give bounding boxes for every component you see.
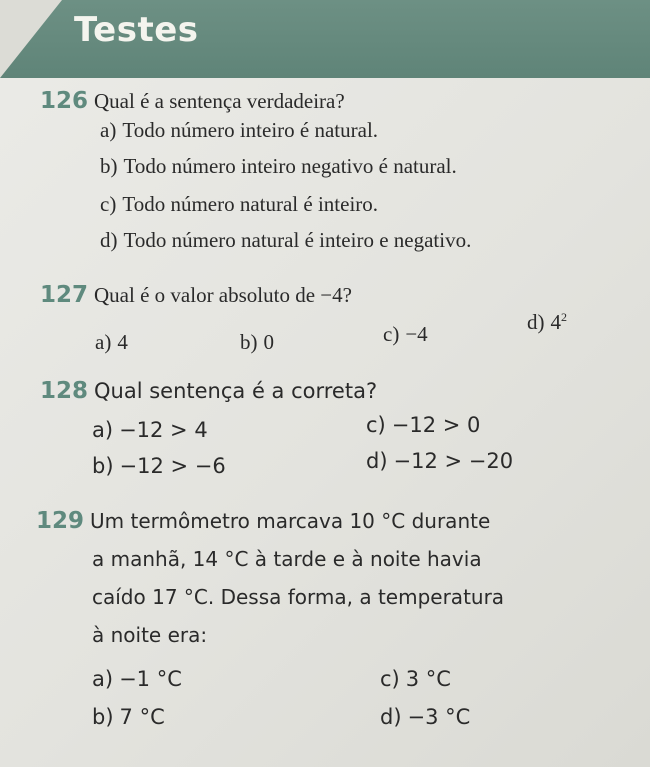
option-letter: c) [366,413,386,437]
option-letter: a) [95,330,112,354]
header-notch [0,0,62,78]
option-text: Todo número inteiro é natural. [122,118,379,142]
question-number: 126 [40,88,89,114]
option-b [100,154,457,179]
option-text: −4 [405,322,428,346]
option-a [100,118,378,143]
question-127-header [40,282,352,308]
question-number: 128 [40,378,89,404]
question-129-line-3: caído 17 °C. Dessa forma, a temperatura [92,585,505,609]
question-number: 129 [36,508,85,534]
option-c [366,413,480,437]
option-c [383,322,428,347]
option-letter: b) [92,705,114,729]
question-prompt: Qual sentença é a correta? [94,379,378,403]
option-letter: b) [100,154,118,178]
option-letter: d) [366,449,388,473]
option-a [92,418,208,442]
question-129-line-4: à noite era: [92,623,208,647]
option-d [527,310,567,335]
option-letter: b) [240,330,258,354]
option-letter: c) [380,667,400,691]
option-text: −12 > −6 [119,454,226,478]
option-d [100,228,471,253]
option-letter: a) [92,418,114,442]
option-text: 4 [550,310,561,334]
question-129-line-1 [36,508,490,534]
option-b [92,705,165,729]
option-letter: b) [92,454,114,478]
option-letter: a) [92,667,114,691]
option-letter: a) [100,118,117,142]
option-text: Todo número inteiro negativo é natural. [123,154,457,178]
option-text: −3 °C [407,705,471,729]
option-letter: d) [527,310,545,334]
option-text: 4 [117,330,128,354]
option-a [92,667,182,691]
option-d [380,705,470,729]
question-prompt: Qual é a sentença verdadeira? [94,89,345,113]
option-c [100,192,378,217]
option-b [240,330,274,355]
question-number: 127 [40,282,89,308]
option-text: −12 > 4 [119,418,208,442]
option-text: 7 °C [119,705,165,729]
option-text: Todo número natural é inteiro. [122,192,379,216]
question-126-header [40,88,345,114]
option-letter: d) [380,705,402,729]
option-text: −12 > −20 [393,449,514,473]
option-a [95,330,128,355]
question-prompt: Qual é o valor absoluto de −4? [94,283,352,307]
option-letter: d) [100,228,118,252]
question-129-line-2: a manhã, 14 °C à tarde e à noite havia [92,547,482,571]
option-c [380,667,451,691]
option-d [366,449,513,473]
option-text: Todo número natural é inteiro e negativo. [123,228,472,252]
page-title: Testes [74,10,199,50]
exponent: 2 [561,310,567,324]
option-text: −12 > 0 [391,413,481,437]
question-text: Um termômetro marcava 10 °C durante [90,509,491,533]
option-text: 3 °C [405,667,451,691]
option-b [92,454,226,478]
option-text: −1 °C [119,667,182,691]
option-letter: c) [383,322,400,346]
option-letter: c) [100,192,117,216]
question-128-header [40,378,377,404]
option-text: 0 [263,330,274,354]
